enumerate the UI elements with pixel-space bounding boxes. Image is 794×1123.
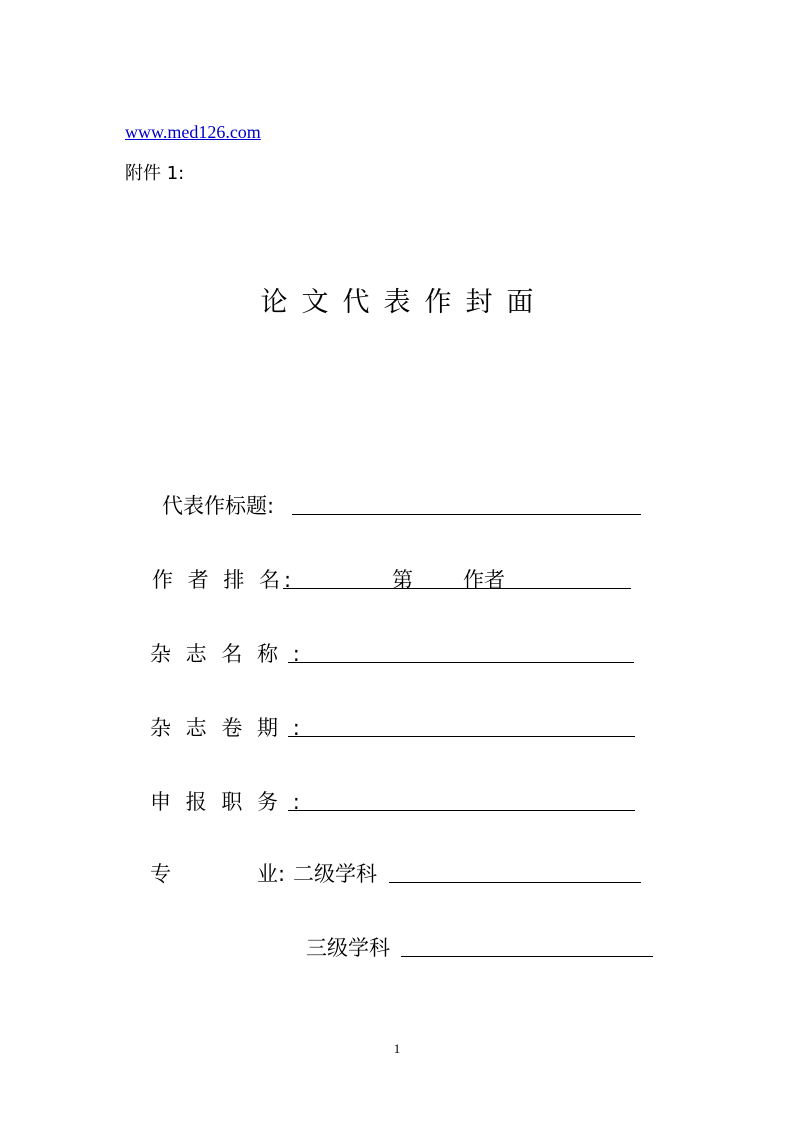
major-label-b: 业:	[257, 862, 286, 886]
journal-issue-row	[0, 710, 794, 750]
tertiary-row	[0, 930, 794, 970]
work-title-row	[0, 488, 794, 528]
author-rank-field[interactable]	[283, 562, 631, 589]
position-label: 申 报 职 务 :	[150, 790, 304, 814]
attachment-label: 附件 1:	[125, 163, 185, 184]
work-title-label: 代表作标题:	[162, 494, 275, 518]
journal-name-field[interactable]	[288, 636, 634, 663]
journal-issue-label: 杂 志 卷 期 :	[150, 716, 304, 740]
position-row	[0, 784, 794, 824]
journal-name-label: 杂 志 名 称 :	[150, 642, 304, 666]
journal-issue-field[interactable]	[288, 710, 635, 737]
page-number: 1	[393, 1041, 401, 1056]
tertiary-discipline-field[interactable]	[401, 930, 653, 957]
journal-name-row	[0, 636, 794, 676]
secondary-discipline-field[interactable]	[389, 856, 641, 883]
page-title: 论文代表作封面	[260, 287, 548, 318]
secondary-discipline-label: 二级学科	[293, 862, 377, 886]
major-label-a: 专	[150, 862, 171, 886]
position-field[interactable]	[288, 784, 635, 811]
website-link[interactable]: www.med126.com	[125, 122, 261, 142]
author-rank-zuozhe: 作者	[463, 568, 505, 592]
major-row	[0, 856, 794, 896]
author-rank-row	[0, 562, 794, 602]
author-rank-di: 第	[392, 568, 413, 592]
tertiary-discipline-label: 三级学科	[306, 936, 390, 960]
work-title-field[interactable]	[292, 488, 641, 515]
author-rank-label: 作 者 排 名:	[152, 568, 296, 592]
